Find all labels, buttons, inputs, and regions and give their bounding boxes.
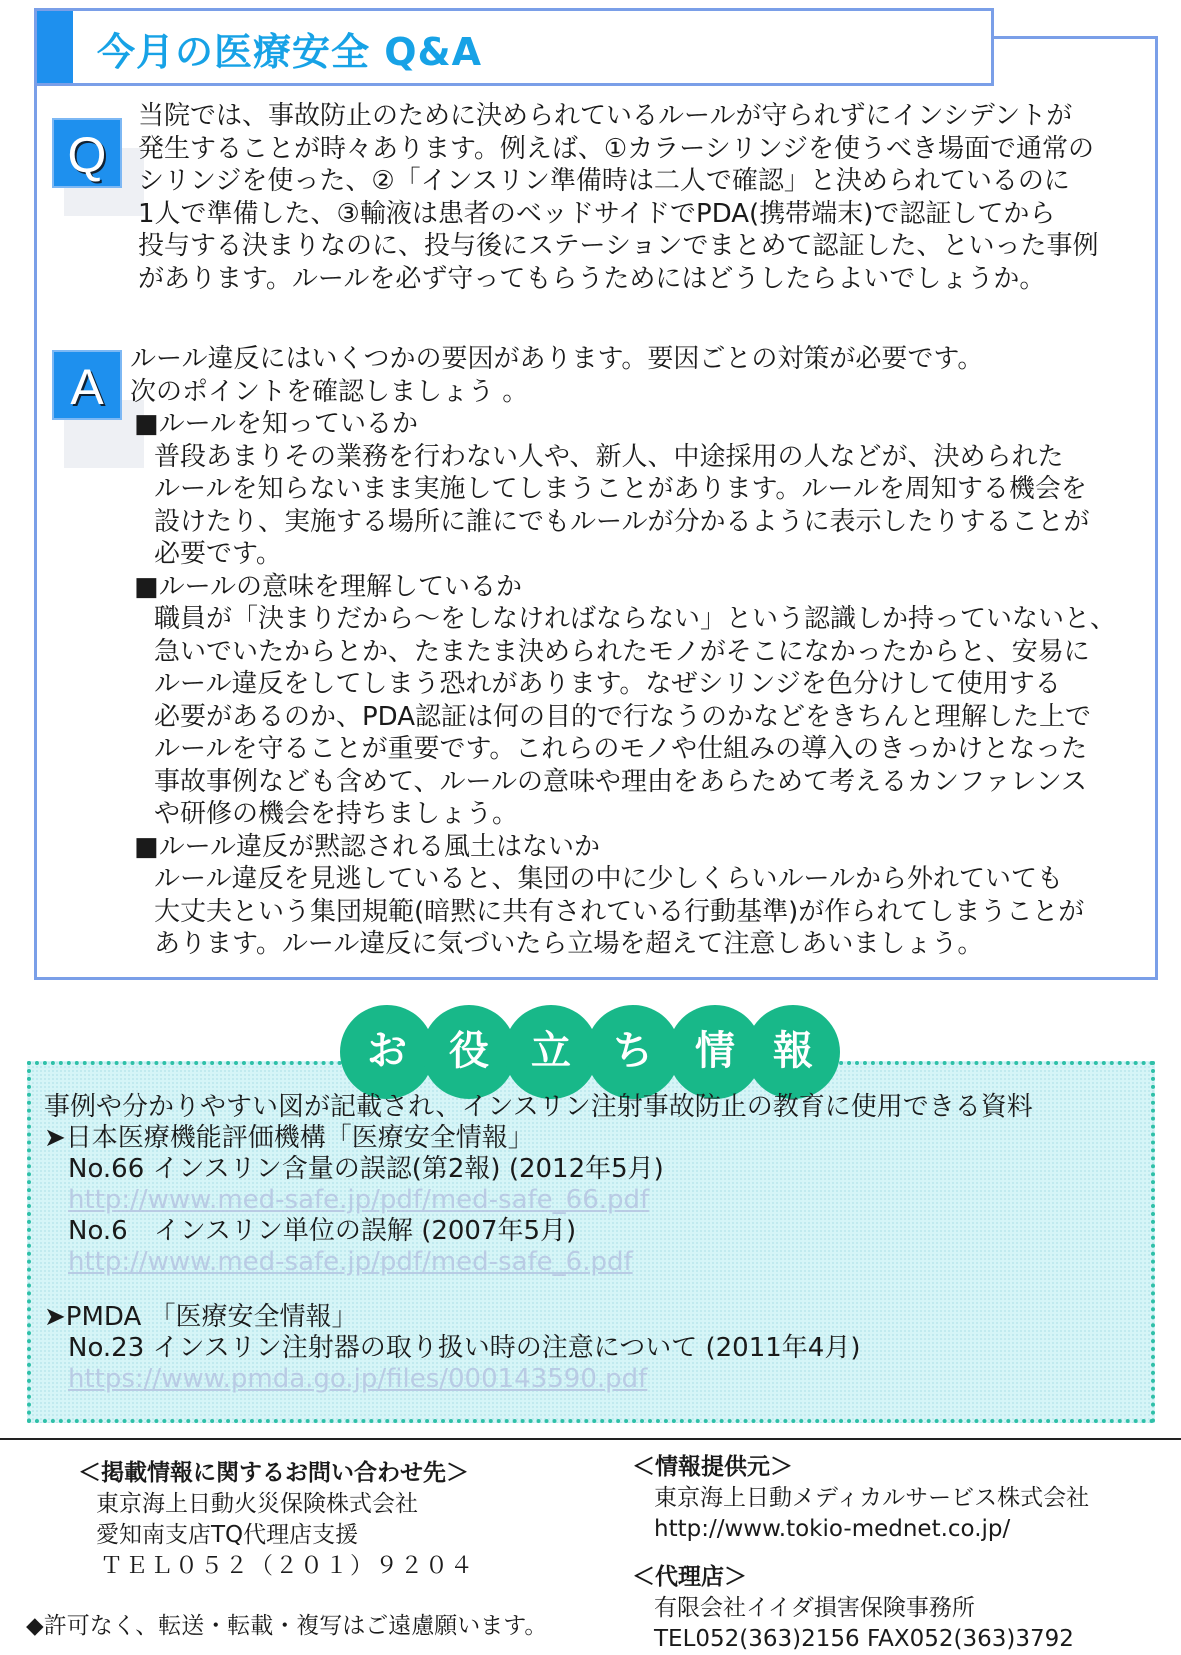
agent-name: 有限会社イイダ損害保険事務所 [654,1595,975,1621]
info-title-char: 報 [746,1005,840,1099]
info-title [340,1005,840,1099]
info-source: ➤日本医療機能評価機構「医療安全情報」 [44,1123,534,1153]
copy-notice: ◆許可なく、転送・転載・複写はご遠慮願います。 [26,1613,548,1639]
text-line: 発生することが時々あります。例えば、①カラーシリンジを使うべき場面で通常の [138,133,1095,164]
question-badge: Q [52,118,122,188]
text-line: 当院では、事故防止のために決められているルールが守られずにインシデントが [138,101,1073,131]
text-line: シリンジを使った、②「インスリン準備時は二人で確認」と決められているのに [138,166,1070,196]
info-title-char: ち [586,1005,680,1099]
contact-block [78,1458,475,1582]
title-accent-bar [37,11,73,83]
agent-block [632,1562,1074,1655]
text-line: 事故事例なども含めて、ルールの意味や理由をあらためて考えるカンファレンス [154,766,1088,797]
contact-branch: 愛知南支店TQ代理店支援 [96,1522,359,1548]
footer-divider [0,1438,1181,1440]
text-line: ルールを守ることが重要です。これらのモノや仕組みの導入のきっかけとなった [154,734,1088,764]
text-line: ルール違反を見逃していると、集団の中に少しくらいルールから外れていても [154,864,1063,894]
info-spacer [44,1278,1033,1302]
info-source: ➤PMDA 「医療安全情報」 [44,1302,358,1332]
text-line: ■ルールを知っているか [134,409,419,439]
contact-heading: ＜掲載情報に関するお問い合わせ先＞ [78,1460,469,1486]
text-line: 必要があるのか、PDA認証は何の目的で行なうのかなどをきちんと理解した上で [154,701,1092,732]
info-intro: 事例や分かりやすい図が記載され、インスリン注射事故防止の教育に使用できる資料 [44,1092,1033,1122]
info-title-char: お [340,1005,434,1099]
text-line: ■ルールの意味を理解しているか [134,571,523,602]
provider-name: 東京海上日動メディカルサービス株式会社 [654,1485,1090,1511]
answer-text [130,343,1116,961]
contact-company: 東京海上日動火災保険株式会社 [96,1491,418,1517]
info-link[interactable]: https://www.pmda.go.jp/files/000143590.pdf [68,1364,648,1394]
text-line: 投与する決まりなのに、投与後にステーションでまとめて認証した、といった事例 [138,231,1099,261]
text-line: 大丈夫という集団規範(暗黙に共有されている行動基準)が作られてしまうことが [154,896,1085,927]
info-title-char: 立 [504,1005,598,1099]
provider-heading: ＜情報提供元＞ [632,1454,793,1480]
text-line: あります。ルール違反に気づいたら立場を超えて注意しあいましょう。 [154,929,984,959]
answer-badge: A [52,350,122,420]
text-line: 設けたり、実施する場所に誰にでもルールが分かるように表示したりすることが [154,506,1090,537]
text-line: 職員が「決まりだから～をしなければならない」という認識しか持っていないと、 [154,604,1117,634]
info-list [44,1092,1033,1395]
text-line: があります。ルールを必ず守ってもらうためにはどうしたらよいでしょうか。 [138,263,1046,294]
info-item: No.66 インスリン含量の誤認(第2報) (2012年5月) [68,1154,664,1184]
text-line: 急いでいたからとか、たまたま決められたモノがそこになかったからと、安易に [154,636,1090,667]
text-line: 普段あまりその業務を行わない人や、新人、中途採用の人などが、決められた [154,441,1064,472]
text-line: ルール違反にはいくつかの要因があります。要因ごとの対策が必要です。 [130,344,984,374]
text-line: 必要です。 [154,539,282,569]
text-line: ■ルール違反が黙認される風土はないか [134,831,601,862]
text-line: 次のポイントを確認しましょう 。 [130,376,529,407]
text-line: ルールを知らないまま実施してしまうことがあります。ルールを周知する機会を [154,474,1087,504]
provider-block [632,1452,1089,1545]
page-title: 今月の医療安全 Q&A [97,30,483,74]
text-line: ルール違反をしてしまう恐れがあります。なぜシリンジを色分けして使用する [154,669,1061,699]
title-box [34,8,994,86]
info-title-char: 情 [668,1005,762,1099]
provider-url[interactable]: http://www.tokio-mednet.co.jp/ [654,1516,1011,1542]
info-title-char: 役 [422,1005,516,1099]
info-link[interactable]: http://www.med-safe.jp/pdf/med-safe_66.pdf [68,1185,650,1215]
contact-tel: ＴＥＬ０５２（２０１）９２０４ [100,1553,475,1579]
info-item: No.23 インスリン注射器の取り扱い時の注意について (2011年4月) [68,1333,861,1363]
question-text [138,100,1098,295]
agent-contact: TEL052(363)2156 FAX052(363)3792 [654,1626,1074,1652]
text-line: や研修の機会を持ちましょう。 [154,799,519,829]
text-line: 1人で準備した、③輸液は患者のベッドサイドでPDA(携帯端末)で認証してから [138,198,1056,229]
info-item: No.6 インスリン単位の誤解 (2007年5月) [68,1216,577,1246]
info-link[interactable]: http://www.med-safe.jp/pdf/med-safe_6.pdf [68,1247,633,1277]
agent-heading: ＜代理店＞ [632,1564,747,1590]
